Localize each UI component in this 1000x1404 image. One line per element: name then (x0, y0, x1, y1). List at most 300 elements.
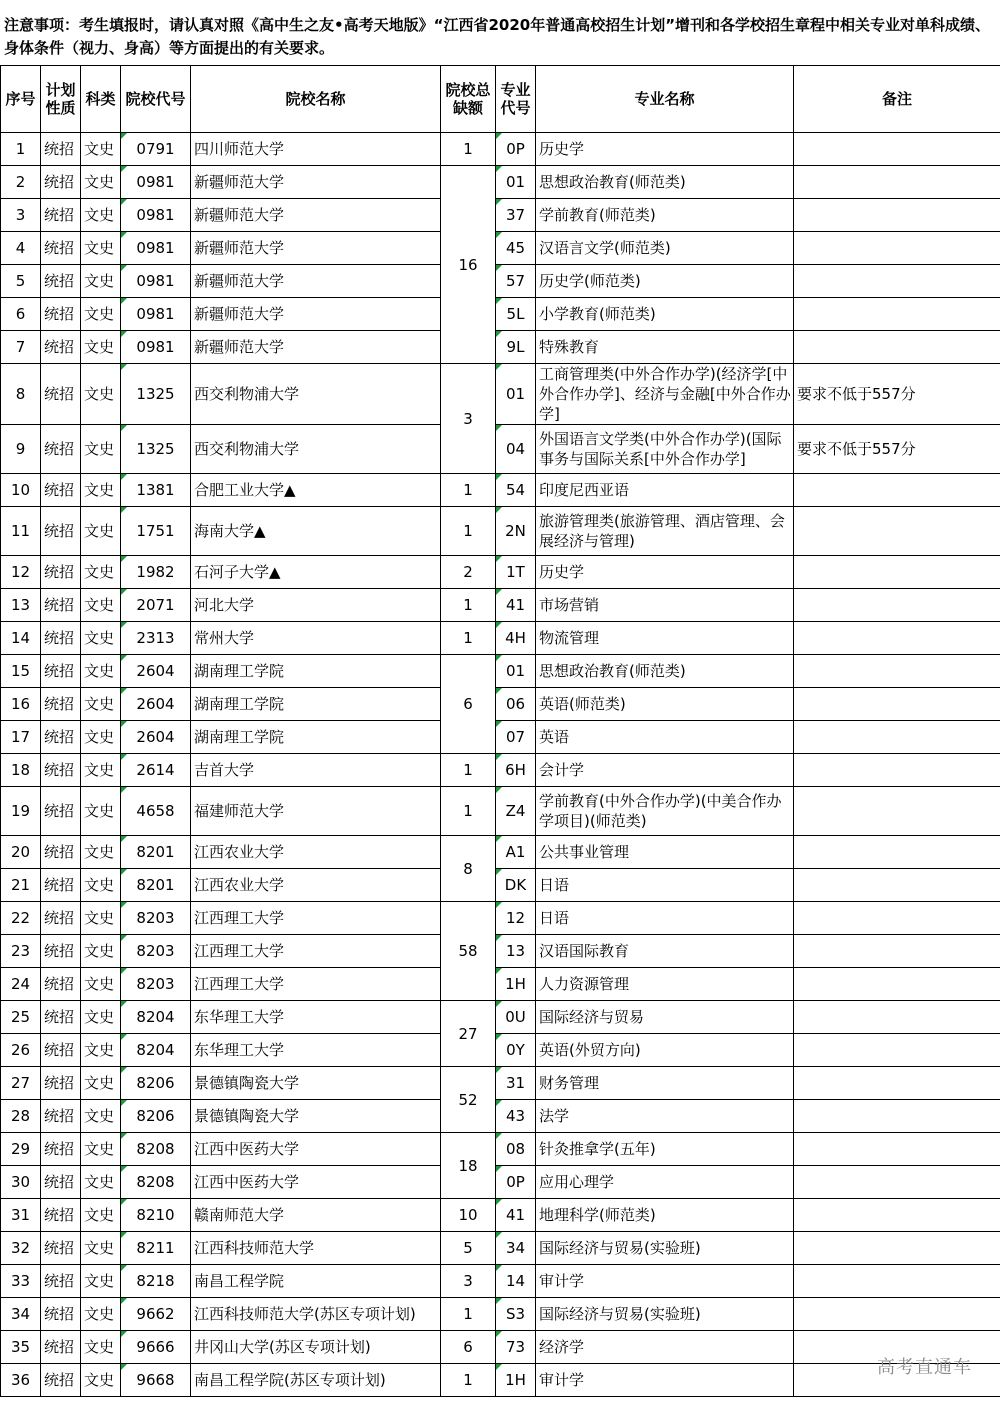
cell-major-code: 14 (496, 1265, 536, 1298)
table-row (1, 1001, 1000, 1034)
cell-seq: 22 (1, 902, 41, 935)
cell-note (794, 1166, 1000, 1199)
cell-school-code: 2071 (121, 589, 191, 622)
table-row (1, 1232, 1000, 1265)
cell-total-gap: 8 (441, 836, 496, 902)
cell-school-code: 1751 (121, 507, 191, 556)
cell-school-code: 9666 (121, 1331, 191, 1364)
cell-school-name: 南昌工程学院 (191, 1265, 441, 1298)
header-major-name: 专业名称 (536, 66, 794, 133)
cell-note (794, 331, 1000, 364)
cell-major-code: 2N (496, 507, 536, 556)
cell-category: 文史 (81, 1331, 121, 1364)
table-row (1, 556, 1000, 589)
watermark-text: 高考直通车 (877, 1357, 972, 1378)
cell-school-code: 8203 (121, 935, 191, 968)
cell-category: 文史 (81, 166, 121, 199)
cell-school-name: 湖南理工学院 (191, 721, 441, 754)
cell-school-code: 8203 (121, 902, 191, 935)
cell-school-code: 0981 (121, 199, 191, 232)
cell-category: 文史 (81, 331, 121, 364)
vacancy-table (0, 65, 1000, 1397)
cell-total-gap: 3 (441, 364, 496, 474)
cell-major-code: 9L (496, 331, 536, 364)
cell-school-name: 新疆师范大学 (191, 298, 441, 331)
cell-seq: 29 (1, 1133, 41, 1166)
cell-major-name: 英语(师范类) (536, 688, 794, 721)
header-school-code: 院校代号 (121, 66, 191, 133)
cell-nature: 统招 (41, 1265, 81, 1298)
cell-note (794, 1067, 1000, 1100)
cell-note (794, 474, 1000, 507)
cell-school-name: 江西理工大学 (191, 902, 441, 935)
cell-seq: 34 (1, 1298, 41, 1331)
cell-note (794, 1001, 1000, 1034)
cell-nature: 统招 (41, 1298, 81, 1331)
cell-category: 文史 (81, 425, 121, 474)
cell-major-name: 经济学 (536, 1331, 794, 1364)
cell-total-gap: 1 (441, 787, 496, 836)
cell-total-gap: 3 (441, 1265, 496, 1298)
cell-seq: 1 (1, 133, 41, 166)
cell-school-name: 江西农业大学 (191, 836, 441, 869)
table-row (1, 166, 1000, 199)
cell-major-name: 日语 (536, 902, 794, 935)
cell-nature: 统招 (41, 556, 81, 589)
cell-note (794, 232, 1000, 265)
cell-major-code: 01 (496, 364, 536, 425)
cell-total-gap: 1 (441, 1364, 496, 1397)
cell-school-code: 8201 (121, 836, 191, 869)
cell-school-name: 江西科技师范大学 (191, 1232, 441, 1265)
table-row (1, 1034, 1000, 1067)
cell-nature: 统招 (41, 869, 81, 902)
cell-note (794, 655, 1000, 688)
cell-school-name: 新疆师范大学 (191, 166, 441, 199)
table-row (1, 622, 1000, 655)
cell-major-name: 应用心理学 (536, 1166, 794, 1199)
cell-major-name: 历史学 (536, 556, 794, 589)
cell-school-name: 西交利物浦大学 (191, 425, 441, 474)
cell-note (794, 556, 1000, 589)
table-header-row (1, 66, 1000, 133)
cell-category: 文史 (81, 1364, 121, 1397)
cell-school-code: 8203 (121, 968, 191, 1001)
cell-school-code: 8208 (121, 1166, 191, 1199)
header-school-name: 院校名称 (191, 66, 441, 133)
cell-category: 文史 (81, 1133, 121, 1166)
table-row (1, 1199, 1000, 1232)
cell-school-code: 2604 (121, 688, 191, 721)
table-row (1, 787, 1000, 836)
cell-total-gap: 16 (441, 166, 496, 364)
table-row (1, 1100, 1000, 1133)
cell-school-name: 湖南理工学院 (191, 655, 441, 688)
cell-category: 文史 (81, 968, 121, 1001)
cell-total-gap: 58 (441, 902, 496, 1001)
cell-major-code: DK (496, 869, 536, 902)
cell-major-code: 07 (496, 721, 536, 754)
cell-major-code: 45 (496, 232, 536, 265)
cell-total-gap: 1 (441, 754, 496, 787)
cell-school-code: 0791 (121, 133, 191, 166)
table-row (1, 1166, 1000, 1199)
cell-school-code: 2604 (121, 655, 191, 688)
cell-seq: 31 (1, 1199, 41, 1232)
cell-major-name: 地理科学(师范类) (536, 1199, 794, 1232)
header-category: 科类 (81, 66, 121, 133)
table-row (1, 364, 1000, 425)
cell-nature: 统招 (41, 1331, 81, 1364)
cell-major-code: 04 (496, 425, 536, 474)
cell-major-code: 06 (496, 688, 536, 721)
cell-nature: 统招 (41, 474, 81, 507)
cell-seq: 12 (1, 556, 41, 589)
cell-school-name: 新疆师范大学 (191, 199, 441, 232)
cell-seq: 20 (1, 836, 41, 869)
cell-note (794, 869, 1000, 902)
cell-nature: 统招 (41, 331, 81, 364)
cell-major-code: 73 (496, 1331, 536, 1364)
cell-major-name: 市场营销 (536, 589, 794, 622)
cell-nature: 统招 (41, 507, 81, 556)
cell-school-name: 海南大学▲ (191, 507, 441, 556)
cell-note: 要求不低于557分 (794, 425, 1000, 474)
table-row (1, 474, 1000, 507)
cell-major-code: 41 (496, 589, 536, 622)
cell-seq: 9 (1, 425, 41, 474)
cell-seq: 30 (1, 1166, 41, 1199)
cell-total-gap: 18 (441, 1133, 496, 1199)
table-row (1, 935, 1000, 968)
cell-nature: 统招 (41, 1067, 81, 1100)
cell-category: 文史 (81, 787, 121, 836)
cell-major-code: 5L (496, 298, 536, 331)
table-row (1, 721, 1000, 754)
cell-total-gap: 10 (441, 1199, 496, 1232)
cell-major-code: S3 (496, 1298, 536, 1331)
cell-major-code: 34 (496, 1232, 536, 1265)
cell-school-code: 9668 (121, 1364, 191, 1397)
cell-school-code: 8211 (121, 1232, 191, 1265)
cell-total-gap: 52 (441, 1067, 496, 1133)
cell-nature: 统招 (41, 166, 81, 199)
cell-school-name: 合肥工业大学▲ (191, 474, 441, 507)
cell-total-gap: 1 (441, 1298, 496, 1331)
cell-category: 文史 (81, 1265, 121, 1298)
cell-category: 文史 (81, 589, 121, 622)
cell-major-code: 37 (496, 199, 536, 232)
cell-major-code: 12 (496, 902, 536, 935)
cell-major-name: 历史学 (536, 133, 794, 166)
cell-major-name: 学前教育(师范类) (536, 199, 794, 232)
cell-school-code: 8204 (121, 1034, 191, 1067)
cell-school-name: 江西中医药大学 (191, 1166, 441, 1199)
cell-seq: 36 (1, 1364, 41, 1397)
cell-seq: 2 (1, 166, 41, 199)
cell-note (794, 298, 1000, 331)
cell-nature: 统招 (41, 1199, 81, 1232)
cell-seq: 32 (1, 1232, 41, 1265)
cell-note (794, 1100, 1000, 1133)
cell-school-code: 8206 (121, 1067, 191, 1100)
cell-nature: 统招 (41, 754, 81, 787)
cell-school-code: 1325 (121, 425, 191, 474)
cell-total-gap: 6 (441, 655, 496, 754)
table-row (1, 1067, 1000, 1100)
cell-major-name: 人力资源管理 (536, 968, 794, 1001)
cell-major-code: 54 (496, 474, 536, 507)
cell-note (794, 589, 1000, 622)
cell-note (794, 133, 1000, 166)
cell-major-name: 特殊教育 (536, 331, 794, 364)
cell-school-name: 江西理工大学 (191, 968, 441, 1001)
header-seq: 序号 (1, 66, 41, 133)
cell-school-code: 0981 (121, 232, 191, 265)
cell-seq: 33 (1, 1265, 41, 1298)
cell-category: 文史 (81, 655, 121, 688)
cell-note (794, 507, 1000, 556)
cell-note (794, 688, 1000, 721)
cell-nature: 统招 (41, 721, 81, 754)
cell-school-code: 0981 (121, 265, 191, 298)
cell-school-name: 新疆师范大学 (191, 265, 441, 298)
cell-major-name: 印度尼西亚语 (536, 474, 794, 507)
cell-major-name: 汉语国际教育 (536, 935, 794, 968)
cell-major-name: 财务管理 (536, 1067, 794, 1100)
cell-school-name: 福建师范大学 (191, 787, 441, 836)
cell-note (794, 935, 1000, 968)
cell-nature: 统招 (41, 265, 81, 298)
cell-category: 文史 (81, 1298, 121, 1331)
cell-note (794, 265, 1000, 298)
cell-major-code: 4H (496, 622, 536, 655)
cell-major-name: 小学教育(师范类) (536, 298, 794, 331)
cell-major-code: 1T (496, 556, 536, 589)
header-nature: 计划性质 (41, 66, 81, 133)
cell-note (794, 968, 1000, 1001)
cell-note (794, 1298, 1000, 1331)
cell-nature: 统招 (41, 1166, 81, 1199)
cell-nature: 统招 (41, 622, 81, 655)
cell-major-name: 英语(外贸方向) (536, 1034, 794, 1067)
cell-nature: 统招 (41, 232, 81, 265)
cell-major-code: 41 (496, 1199, 536, 1232)
cell-school-code: 2604 (121, 721, 191, 754)
cell-note (794, 1265, 1000, 1298)
cell-major-name: 法学 (536, 1100, 794, 1133)
cell-seq: 13 (1, 589, 41, 622)
cell-major-name: 国际经济与贸易 (536, 1001, 794, 1034)
cell-major-code: 13 (496, 935, 536, 968)
cell-nature: 统招 (41, 364, 81, 425)
cell-school-name: 江西中医药大学 (191, 1133, 441, 1166)
cell-school-code: 8210 (121, 1199, 191, 1232)
cell-nature: 统招 (41, 133, 81, 166)
cell-major-code: 1H (496, 968, 536, 1001)
cell-seq: 35 (1, 1331, 41, 1364)
cell-seq: 28 (1, 1100, 41, 1133)
cell-category: 文史 (81, 935, 121, 968)
cell-major-name: 物流管理 (536, 622, 794, 655)
cell-major-name: 审计学 (536, 1265, 794, 1298)
cell-total-gap: 5 (441, 1232, 496, 1265)
cell-category: 文史 (81, 721, 121, 754)
cell-major-name: 审计学 (536, 1364, 794, 1397)
table-row (1, 869, 1000, 902)
cell-seq: 24 (1, 968, 41, 1001)
cell-category: 文史 (81, 364, 121, 425)
cell-nature: 统招 (41, 1232, 81, 1265)
cell-category: 文史 (81, 133, 121, 166)
cell-note (794, 754, 1000, 787)
cell-category: 文史 (81, 1100, 121, 1133)
table-row (1, 1331, 1000, 1364)
cell-major-code: 43 (496, 1100, 536, 1133)
cell-nature: 统招 (41, 688, 81, 721)
cell-note (794, 1034, 1000, 1067)
cell-nature: 统招 (41, 1100, 81, 1133)
cell-seq: 5 (1, 265, 41, 298)
cell-category: 文史 (81, 754, 121, 787)
cell-major-name: 外国语言文学类(中外合作办学)(国际事务与国际关系[中外合作办学] (536, 425, 794, 474)
table-row (1, 133, 1000, 166)
cell-major-name: 日语 (536, 869, 794, 902)
cell-total-gap: 1 (441, 622, 496, 655)
cell-school-name: 江西科技师范大学(苏区专项计划) (191, 1298, 441, 1331)
cell-school-code: 9662 (121, 1298, 191, 1331)
table-row (1, 199, 1000, 232)
cell-seq: 16 (1, 688, 41, 721)
cell-school-name: 新疆师范大学 (191, 331, 441, 364)
cell-total-gap: 1 (441, 507, 496, 556)
cell-school-name: 东华理工大学 (191, 1001, 441, 1034)
cell-note: 要求不低于557分 (794, 364, 1000, 425)
cell-nature: 统招 (41, 1364, 81, 1397)
cell-seq: 15 (1, 655, 41, 688)
cell-school-code: 8218 (121, 1265, 191, 1298)
cell-nature: 统招 (41, 655, 81, 688)
cell-major-code: A1 (496, 836, 536, 869)
cell-school-name: 景德镇陶瓷大学 (191, 1067, 441, 1100)
cell-school-code: 8201 (121, 869, 191, 902)
table-row (1, 1265, 1000, 1298)
header-major-code: 专业代号 (496, 66, 536, 133)
cell-major-name: 国际经济与贸易(实验班) (536, 1298, 794, 1331)
cell-category: 文史 (81, 298, 121, 331)
cell-seq: 8 (1, 364, 41, 425)
header-total-gap: 院校总缺额 (441, 66, 496, 133)
table-row (1, 265, 1000, 298)
cell-seq: 11 (1, 507, 41, 556)
cell-category: 文史 (81, 1034, 121, 1067)
table-row (1, 1298, 1000, 1331)
cell-major-code: 01 (496, 655, 536, 688)
cell-category: 文史 (81, 1067, 121, 1100)
cell-school-code: 2614 (121, 754, 191, 787)
cell-category: 文史 (81, 1232, 121, 1265)
cell-seq: 3 (1, 199, 41, 232)
table-row (1, 507, 1000, 556)
cell-major-code: 0P (496, 133, 536, 166)
cell-school-name: 河北大学 (191, 589, 441, 622)
cell-major-code: 6H (496, 754, 536, 787)
cell-major-code: 0P (496, 1166, 536, 1199)
cell-school-code: 1325 (121, 364, 191, 425)
cell-category: 文史 (81, 622, 121, 655)
cell-category: 文史 (81, 1001, 121, 1034)
cell-major-name: 工商管理类(中外合作办学)(经济学[中外合作办学]、经济与金融[中外合作办学] (536, 364, 794, 425)
cell-note (794, 721, 1000, 754)
cell-total-gap: 1 (441, 133, 496, 166)
cell-school-name: 新疆师范大学 (191, 232, 441, 265)
cell-school-name: 赣南师范大学 (191, 1199, 441, 1232)
cell-major-name: 国际经济与贸易(实验班) (536, 1232, 794, 1265)
table-row (1, 655, 1000, 688)
table-row (1, 1133, 1000, 1166)
cell-school-code: 0981 (121, 331, 191, 364)
cell-major-code: 31 (496, 1067, 536, 1100)
cell-category: 文史 (81, 265, 121, 298)
cell-school-name: 东华理工大学 (191, 1034, 441, 1067)
table-row (1, 688, 1000, 721)
cell-category: 文史 (81, 474, 121, 507)
cell-school-code: 0981 (121, 166, 191, 199)
table-row (1, 902, 1000, 935)
cell-total-gap: 27 (441, 1001, 496, 1067)
table-row (1, 298, 1000, 331)
cell-nature: 统招 (41, 425, 81, 474)
cell-major-code: 57 (496, 265, 536, 298)
cell-total-gap: 2 (441, 556, 496, 589)
cell-nature: 统招 (41, 1034, 81, 1067)
cell-seq: 26 (1, 1034, 41, 1067)
cell-nature: 统招 (41, 1001, 81, 1034)
cell-nature: 统招 (41, 902, 81, 935)
cell-note (794, 787, 1000, 836)
cell-major-name: 公共事业管理 (536, 836, 794, 869)
cell-category: 文史 (81, 869, 121, 902)
cell-category: 文史 (81, 232, 121, 265)
cell-school-code: 8206 (121, 1100, 191, 1133)
cell-nature: 统招 (41, 199, 81, 232)
cell-note (794, 1133, 1000, 1166)
cell-category: 文史 (81, 1166, 121, 1199)
table-row (1, 968, 1000, 1001)
cell-category: 文史 (81, 556, 121, 589)
cell-seq: 27 (1, 1067, 41, 1100)
table-row (1, 425, 1000, 474)
table-row (1, 754, 1000, 787)
cell-note (794, 166, 1000, 199)
cell-school-code: 2313 (121, 622, 191, 655)
cell-major-name: 思想政治教育(师范类) (536, 655, 794, 688)
cell-major-code: 1H (496, 1364, 536, 1397)
cell-note (794, 902, 1000, 935)
cell-school-code: 8204 (121, 1001, 191, 1034)
notice-text: 注意事项：考生填报时，请认真对照《高中生之友•高考天地版》“江西省2020年普通高校招生计划”增刊和各学校招生章程中相关专业对单科成绩、身体条件（视力、身高）等方面提出的有关要求。 (4, 16, 991, 57)
cell-total-gap: 6 (441, 1331, 496, 1364)
header-note: 备注 (794, 66, 1000, 133)
cell-category: 文史 (81, 902, 121, 935)
table-row (1, 331, 1000, 364)
cell-school-code: 1381 (121, 474, 191, 507)
cell-school-name: 南昌工程学院(苏区专项计划) (191, 1364, 441, 1397)
cell-school-code: 4658 (121, 787, 191, 836)
cell-note (794, 1199, 1000, 1232)
cell-major-name: 学前教育(中外合作办学)(中美合作办学项目)(师范类) (536, 787, 794, 836)
table-row (1, 1364, 1000, 1397)
